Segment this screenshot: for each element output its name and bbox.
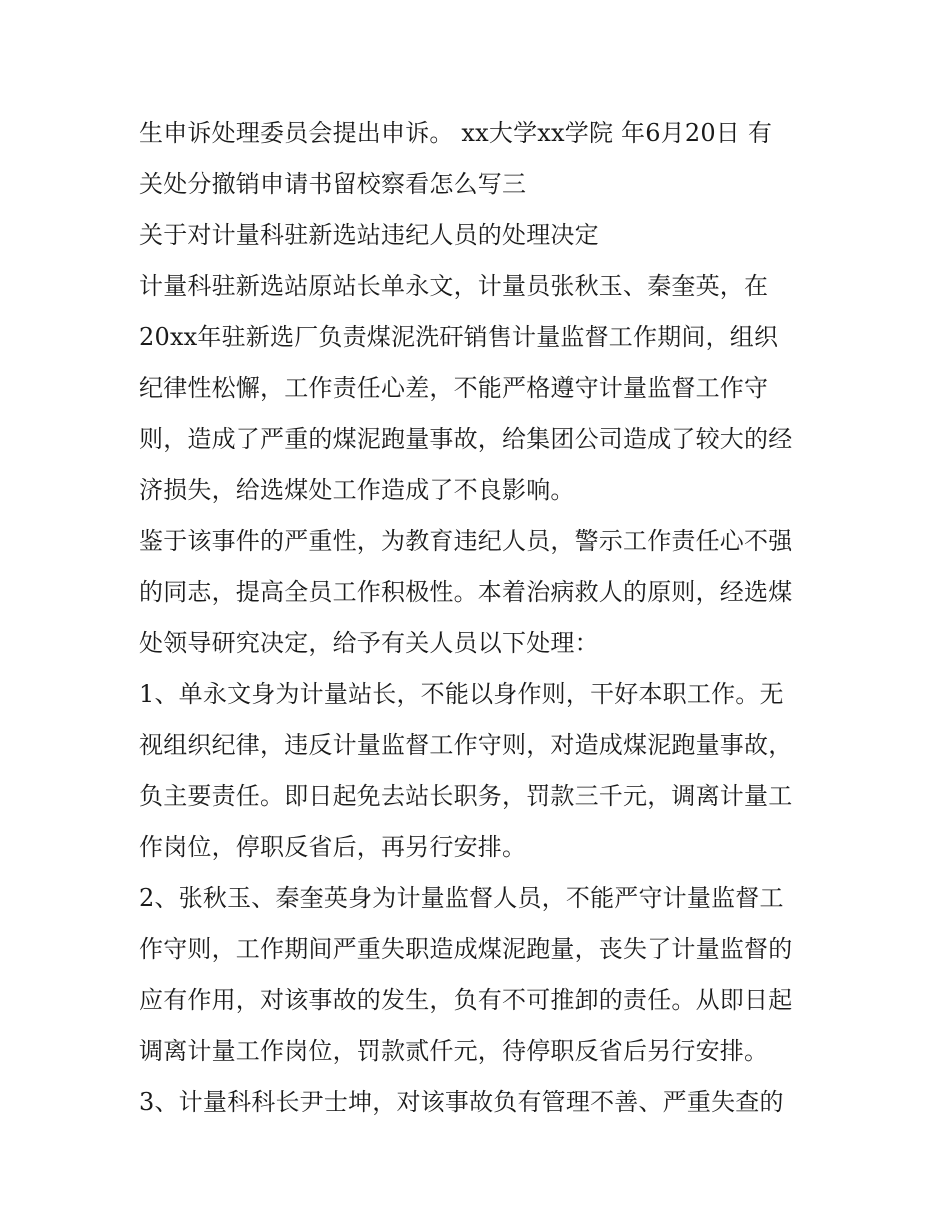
text-line: 济损失，给选煤处工作造成了不良影响。 — [139, 476, 575, 504]
text-line: 则，造成了严重的煤泥跑量事故，给集团公司造成了较大的经 — [139, 425, 793, 453]
text-line: 的同志，提高全员工作积极性。本着治病救人的原则，经选煤 — [139, 578, 793, 606]
list-item: 1、单永文身为计量站长，不能以身作则，干好本职工作。无 — [139, 680, 784, 708]
text-line: 生申诉处理委员会提出申诉。 xx大学xx学院 年6月20日 有 — [139, 119, 773, 147]
text-line: 处领导研究决定，给予有关人员以下处理： — [139, 629, 599, 657]
text-line: 作岗位，停职反省后，再另行安排。 — [139, 833, 527, 861]
text-line: 作守则，工作期间严重失职造成煤泥跑量，丧失了计量监督的 — [139, 935, 793, 963]
text-line: 鉴于该事件的严重性，为教育违纪人员，警示工作责任心不强 — [139, 527, 793, 555]
text-line: 视组织纪律，违反计量监督工作守则，对造成煤泥跑量事故， — [139, 731, 793, 759]
section-title: 关于对计量科驻新选站违纪人员的处理决定 — [139, 221, 599, 249]
text-line: 20xx年驻新选厂负责煤泥洗矸销售计量监督工作期间，组织 — [139, 323, 779, 351]
text-line: 负主要责任。即日起免去站长职务，罚款三千元，调离计量工 — [139, 782, 793, 810]
text-line: 纪律性松懈，工作责任心差，不能严格遵守计量监督工作守 — [139, 374, 769, 402]
list-item: 3、计量科科长尹士坤，对该事故负有管理不善、严重失查的 — [139, 1088, 784, 1116]
document-body — [139, 108, 819, 1128]
text-line: 计量科驻新选站原站长单永文，计量员张秋玉、秦奎英，在 — [139, 272, 769, 300]
text-line: 调离计量工作岗位，罚款贰仟元，待停职反省后另行安排。 — [139, 1037, 769, 1065]
text-line: 应有作用，对该事故的发生，负有不可推卸的责任。从即日起 — [139, 986, 793, 1014]
list-item: 2、张秋玉、秦奎英身为计量监督人员，不能严守计量监督工 — [139, 884, 784, 912]
text-line: 关处分撤销申请书留校察看怎么写三 — [139, 170, 527, 198]
